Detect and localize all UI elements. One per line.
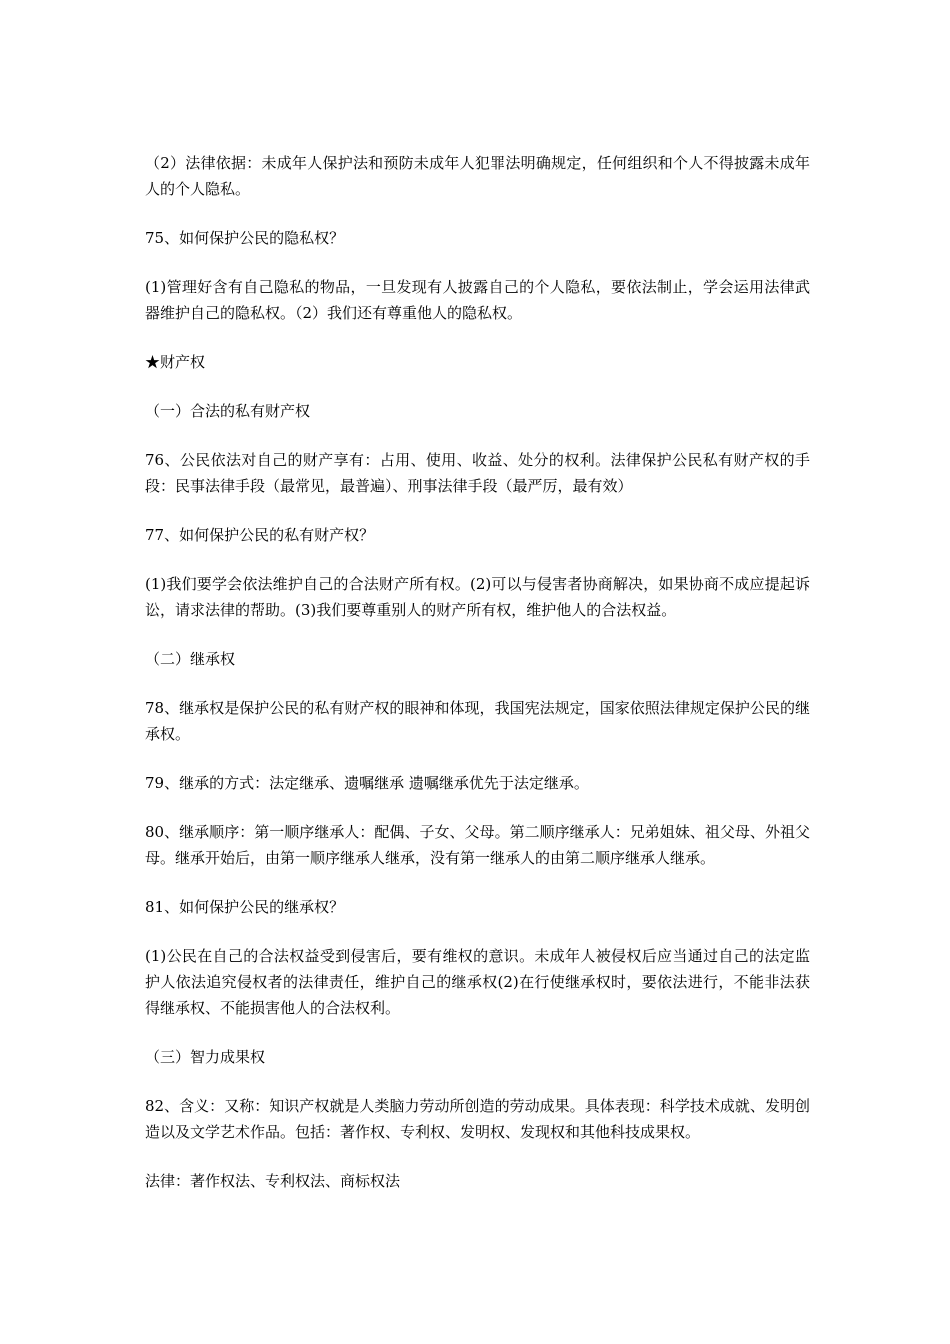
subsection-heading-inheritance: （二）继承权 [145,650,236,668]
paragraph-related-laws: 法律：著作权法、专利权法、商标权法 [145,1172,401,1190]
paragraph-privacy-legal-basis: （2）法律依据：未成年人保护法和预防未成年人犯罪法明确规定，任何组织和个人不得披露未成年人的个人隐私。 [145,154,810,198]
section-heading-property-right: ★财产权 [145,353,206,371]
question-77-heading: 77、如何保护公民的私有财产权？ [145,526,375,544]
subsection-heading-intellectual-property: （三）智力成果权 [145,1048,266,1066]
question-75-heading: 75、如何保护公民的隐私权？ [145,229,345,247]
paragraph-82-intellectual-property: 82、含义：又称：知识产权就是人类脑力劳动所创造的劳动成果。具体表现：科学技术成就、发明创造以及文学艺术作品。包括：著作权、专利权、发明权、发现权和其他科技成果权。 [145,1097,810,1141]
paragraph-private-property-protection: (1)我们要学会依法维护自己的合法财产所有权。(2)可以与侵害者协商解决，如果协商不成应提起诉讼，请求法律的帮助。(3)我们要尊重别人的财产所有权，维护他人的合法权益。 [145,575,810,619]
paragraph-inheritance-protection: (1)公民在自己的合法权益受到侵害后，要有维权的意识。未成年人被侵权后应当通过自己的法定监护人依法追究侵权者的法律责任，维护自己的继承权(2)在行使继承权时，要依法进行，不能非法获得继承权、不能损害他人的合法权利。 [145,947,810,1017]
paragraph-78-inheritance-right: 78、继承权是保护公民的私有财产权的眼神和体现，我国宪法规定，国家依照法律规定保护公民的继承权。 [145,699,810,743]
paragraph-79-inheritance-methods: 79、继承的方式：法定继承、遗嘱继承 遗嘱继承优先于法定继承。 [145,774,589,792]
subsection-heading-private-property: （一）合法的私有财产权 [145,402,311,420]
paragraph-76-property-rights: 76、公民依法对自己的财产享有：占用、使用、收益、处分的权利。法律保护公民私有财产权的手段：民事法律手段（最常见，最普遍）、刑事法律手段（最严厉，最有效） [145,451,810,495]
paragraph-privacy-protection: (1)管理好含有自己隐私的物品，一旦发现有人披露自己的个人隐私，要依法制止，学会运用法律武器维护自己的隐私权。（2）我们还有尊重他人的隐私权。 [145,278,810,322]
document-body [145,150,810,1217]
question-81-heading: 81、如何保护公民的继承权？ [145,898,345,916]
paragraph-80-inheritance-order: 80、继承顺序：第一顺序继承人：配偶、子女、父母。第二顺序继承人：兄弟姐妹、祖父母、外祖父母。继承开始后，由第一顺序继承人继承，没有第一继承人的由第二顺序继承人继承。 [145,823,810,867]
